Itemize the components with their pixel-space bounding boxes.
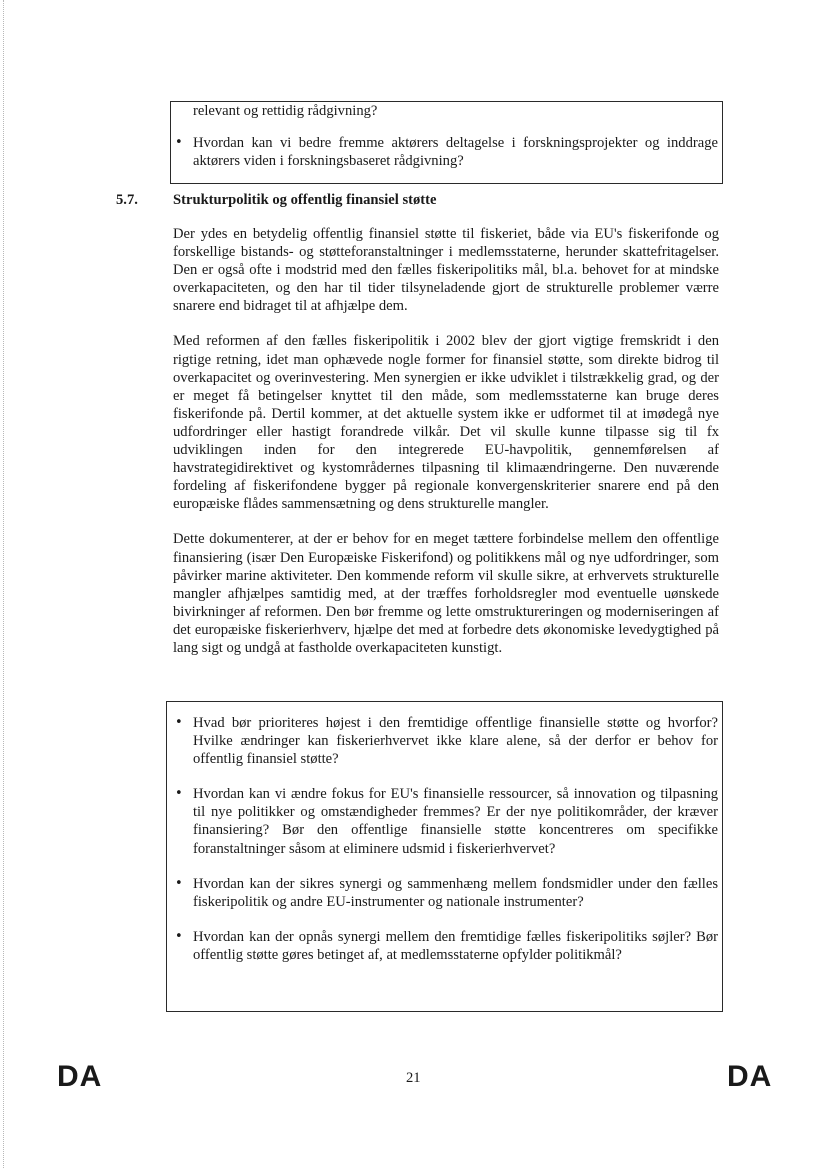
continued-question-text: relevant og rettidig rådgivning?: [193, 103, 378, 119]
section-title: Strukturpolitik og offentlig finansiel støtte: [173, 192, 437, 208]
bottom-question-box: [166, 701, 723, 1012]
footer-language-code-right: DA: [727, 1060, 773, 1093]
margin-dotted-line: [3, 0, 4, 1168]
paragraph: Der ydes en betydelig offentlig finansiel støtte til fiskeriet, både via EU's fiskerifonde og forskellige bistands- og støtteforanstaltninger i medlemsstaterne, herunder skattefritagelser. Den er også ofte i modstrid med den fælles fiskeripolitiks mål, bl.a. behovet for at mindske overkapaciteten, og den har til tider tilsyneladende gjort de strukturelle problemer værre snarere end bidraget til at afhjælpe dem.: [173, 226, 719, 315]
question-item: • Hvordan kan vi bedre fremme aktørers deltagelse i forskningsprojekter og inddrage aktørers viden i forskningsbaseret rådgivning?: [193, 134, 718, 170]
page-number: 21: [406, 1070, 421, 1086]
footer-language-code-left: DA: [57, 1060, 103, 1093]
top-question-list: [193, 134, 718, 170]
bottom-question-list: [193, 714, 718, 964]
question-item: • Hvad bør prioriteres højest i den fremtidige offentlige finansielle støtte og hvorfor? Hvilke ændringer kan fiskerierhvervet ikke klare alene, så der derfor er behov for offentlig finansiel støtte?: [193, 714, 718, 768]
question-item: • Hvordan kan der opnås synergi mellem den fremtidige fælles fiskeripolitiks søjler? Bør offentlig støtte gøres betinget af, at medlemsstaterne opfylder politikmål?: [193, 928, 718, 964]
section-number: 5.7.: [116, 192, 138, 208]
section-body: [173, 225, 719, 674]
question-item: • Hvordan kan der sikres synergi og sammenhæng mellem fondsmidler under den fælles fiskeripolitik og andre EU-instrumenter og nationale instrumenter?: [193, 875, 718, 911]
paragraph: Dette dokumenterer, at der er behov for en meget tættere forbindelse mellem den offentlige finansiering (især Den Europæiske Fiskerifond) og politikkens mål og nye udfordringer, som påvirker marine aktiviteter. Den kommende reform vil skulle sikre, at erhvervets strukturelle mangler afhjælpes samtidig med, at der træffes forholdsregler mod eventuelle uønskede bivirkninger af reformen. Den bør fremme og lette omstruktureringen og moderniseringen af det europæiske fiskerierhverv, hjælpe det med at forbedre dets økonomiske levedygtighed på lang sigt og undgå at fastholde overkapaciteten kunstigt.: [173, 531, 719, 656]
paragraph: Med reformen af den fælles fiskeripolitik i 2002 blev der gjort vigtige fremskridt i den rigtige retning, idet man ophævede nogle former for finansiel støtte, som direkte bidrog til overkapacitet og overinvestering. Men synergien er ikke udviklet i tilstrækkelig grad, og der er meget få betingelser knyttet til den måde, som medlemsstaterne kan bruge deres fiskerifonde på. Dertil kommer, at det aktuelle system ikke er udformet til at imødegå nye udfordringer eller hastigt forandrede vilkår. Det vil skulle kunne tilpasse sig til fx udviklingen inden for den integrerede EU-havpolitik, gennemførelsen af havstrategidirektivet og kystområdernes tilpasning til klimaændringerne. Den nuværende fordeling af fiskerifondene bygger på regionale konvergenskriterier snarere end på den europæiske flådes sammensætning og dens strukturelle mangler.: [173, 333, 719, 513]
question-item: • Hvordan kan vi ændre fokus for EU's finansielle ressourcer, så innovation og tilpasning til nye politikker og omstændigheder fremmes? Er der nye politikområder, der kræver finansiering? Bør den offentlige finansielle støtte koncentreres om specifikke foranstaltninger såsom at eliminere udsmid i fiskerierhvervet?: [193, 785, 718, 857]
top-question-box: [170, 101, 723, 184]
